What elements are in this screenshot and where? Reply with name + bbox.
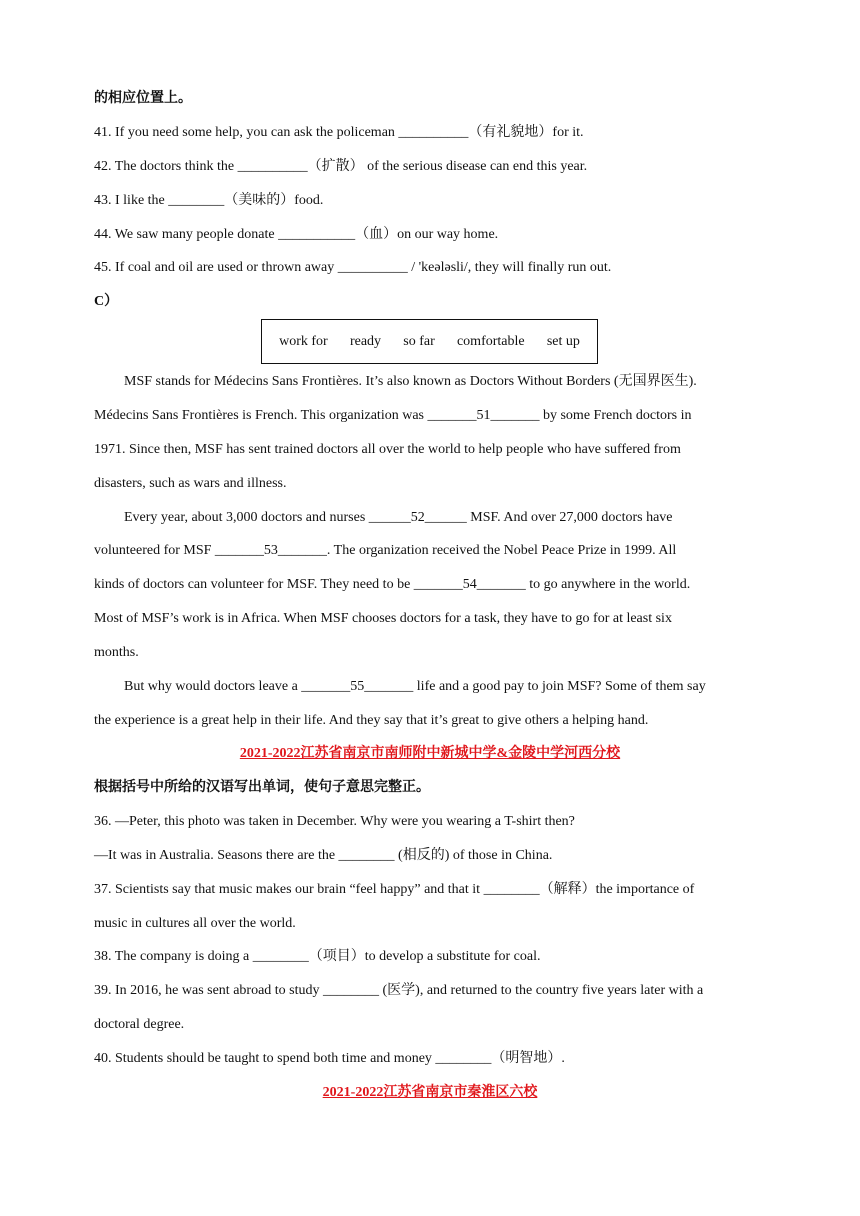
question-42: 42. The doctors think the __________（扩散） of the serious disease can end this year. (94, 159, 588, 174)
source-heading-wrap (0, 1083, 860, 1103)
passage-line: Every year, about 3,000 doctors and nurses ______52______ MSF. And over 27,000 doctors have (124, 510, 673, 525)
word-option: work for (279, 333, 328, 349)
question-36: 36. —Peter, this photo was taken in December. Why were you wearing a T-shirt then? (94, 814, 575, 829)
source-heading-wrap (0, 744, 860, 764)
passage-line: months. (94, 645, 139, 660)
passage-line: kinds of doctors can volunteer for MSF. They need to be _______54_______ to go anywhere in the world. (94, 577, 691, 592)
question-40: 40. Students should be taught to spend both time and money ________（明智地）. (94, 1051, 565, 1066)
word-box (261, 319, 598, 364)
section-instruction: 根据括号中所给的汉语写出单词，使句子意思完整正。 (94, 780, 430, 795)
passage-line: volunteered for MSF _______53_______. The organization received the Nobel Peace Prize in 1999. All (94, 543, 677, 558)
question-37: 37. Scientists say that music makes our brain “feel happy” and that it ________（解释）the importance of (94, 882, 695, 897)
question-39: 39. In 2016, he was sent abroad to study ________ (医学), and returned to the country five years later with a (94, 983, 704, 998)
source-heading: 2021-2022江苏省南京市南师附中新城中学&金陵中学河西分校 (239, 746, 621, 761)
question-37-cont: music in cultures all over the world. (94, 916, 296, 931)
passage-line: Most of MSF’s work is in Africa. When MSF chooses doctors for a task, they have to go for at least six (94, 611, 672, 626)
passage-line: disasters, such as wars and illness. (94, 476, 287, 491)
passage-line: But why would doctors leave a _______55_______ life and a good pay to join MSF? Some of them say (124, 679, 706, 694)
word-option: comfortable (456, 333, 525, 349)
question-45: 45. If coal and oil are used or thrown away __________ / 'keələsli/, they will finally run out. (94, 260, 612, 275)
word-option: set up (546, 333, 580, 349)
question-36-answer-line: —It was in Australia. Seasons there are the ________ (相反的) of those in China. (94, 848, 553, 863)
question-39-cont: doctoral degree. (94, 1017, 185, 1032)
source-heading: 2021-2022江苏省南京市秦淮区六校 (322, 1085, 538, 1100)
passage-line: 1971. Since then, MSF has sent trained doctors all over the world to help people who have suffered from (94, 442, 681, 457)
question-41: 41. If you need some help, you can ask the policeman __________（有礼貌地）for it. (94, 125, 584, 140)
question-44: 44. We saw many people donate ___________（血）on our way home. (94, 227, 499, 242)
word-option: ready (349, 333, 382, 349)
passage-line: MSF stands for Médecins Sans Frontières. It’s also known as Doctors Without Borders (无国界医生). (124, 374, 697, 389)
word-option: so far (403, 333, 435, 349)
question-43: 43. I like the ________（美味的）food. (94, 193, 324, 208)
instruction-tail: 的相应位置上。 (94, 91, 192, 106)
passage-line: the experience is a great help in their life. And they say that it’s great to give others a helping hand. (94, 713, 649, 728)
passage-line: Médecins Sans Frontières is French. This organization was _______51_______ by some French doctors in (94, 408, 692, 423)
question-38: 38. The company is doing a ________（项目）to develop a substitute for coal. (94, 949, 541, 964)
section-c-label: C） (94, 294, 119, 309)
